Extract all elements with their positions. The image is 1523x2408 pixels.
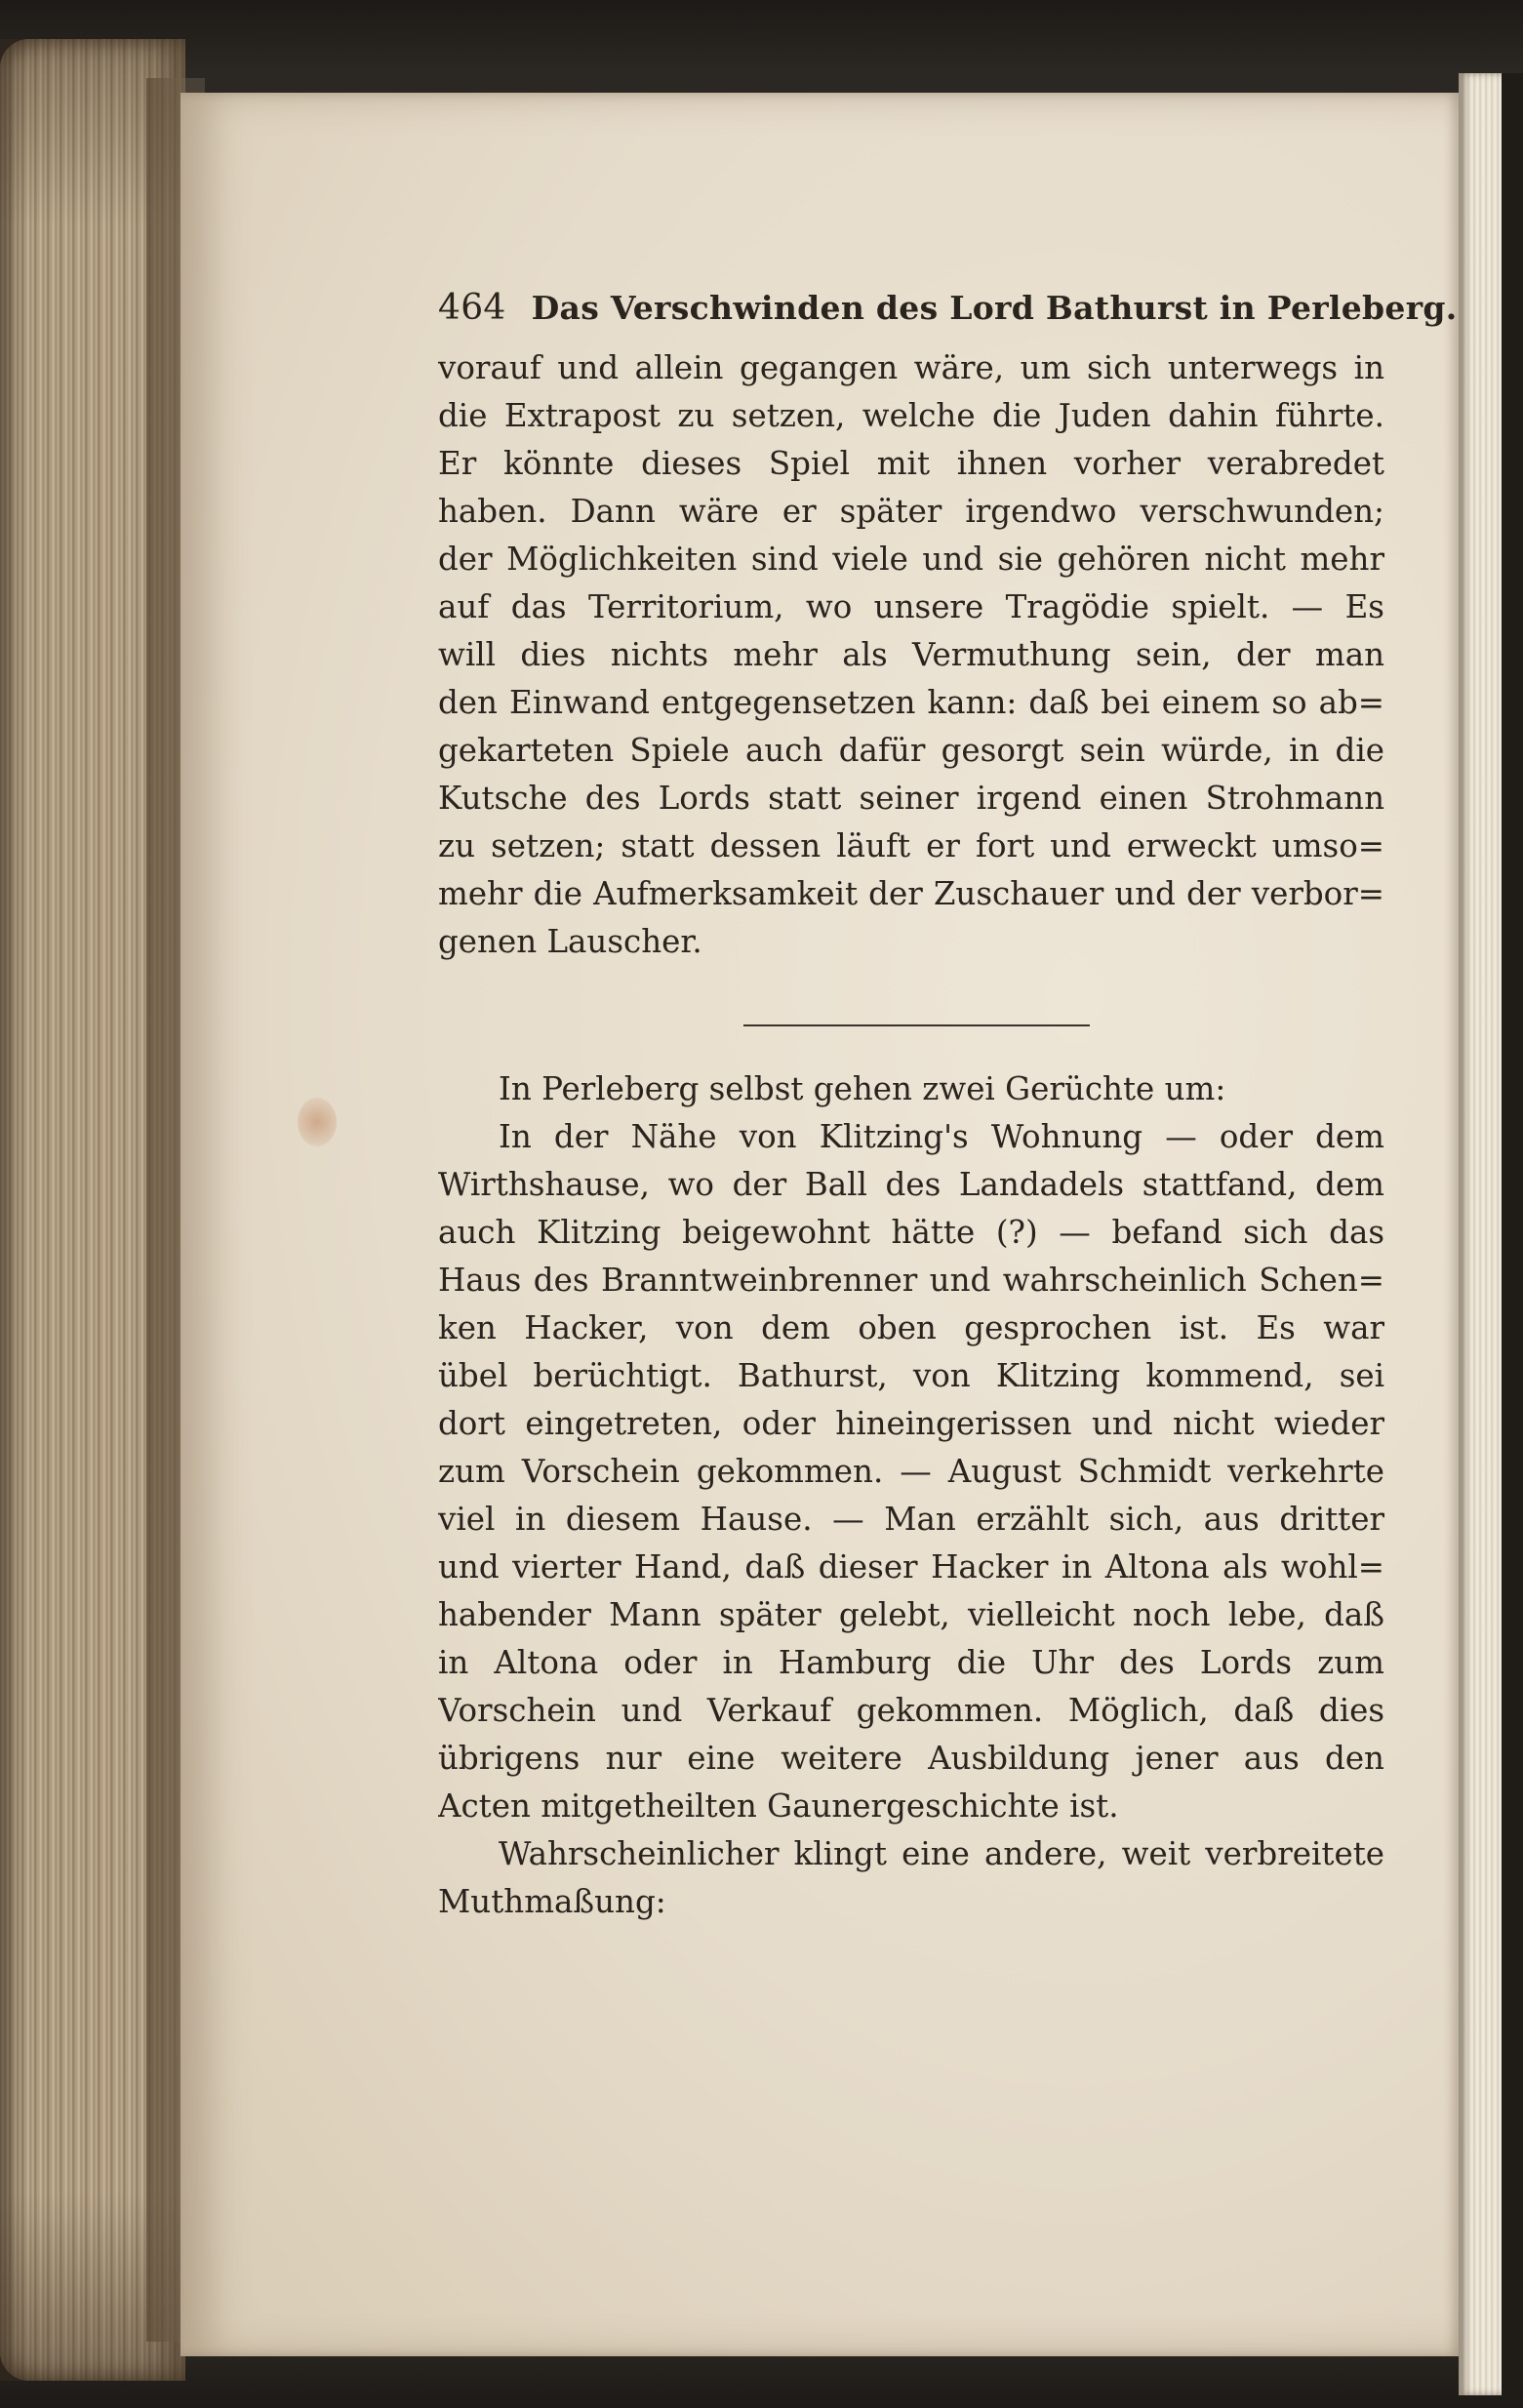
text-line: in Altona oder in Hamburg die Uhr des Lords zum bbox=[438, 1644, 1384, 1681]
text-line: gekarteten Spiele auch dafür gesorgt sein würde, in die bbox=[438, 732, 1384, 769]
text-line: zu setzen; statt dessen läuft er fort und erweckt umso= bbox=[438, 827, 1384, 864]
text-line: In der Nähe von Klitzing's Wohnung — oder dem bbox=[499, 1118, 1384, 1155]
text-line: Vorschein und Verkauf gekommen. Möglich, daß dies bbox=[438, 1692, 1384, 1729]
text-line: habender Mann später gelebt, vielleicht noch lebe, daß bbox=[438, 1596, 1384, 1633]
text-line: Acten mitgetheilten Gaunergeschichte ist. bbox=[438, 1787, 1119, 1825]
text-line: dort eingetreten, oder hineingerissen und nicht wieder bbox=[438, 1405, 1384, 1442]
paragraph-1 bbox=[438, 344, 1384, 966]
text-line: ken Hacker, von dem oben gesprochen ist. Es war bbox=[438, 1309, 1384, 1346]
right-page-edges bbox=[1459, 73, 1523, 2395]
text-line: viel in diesem Hause. — Man erzählt sich, aus dritter bbox=[438, 1501, 1384, 1538]
running-head bbox=[438, 288, 1458, 344]
book-cover-edge bbox=[1502, 73, 1523, 2395]
text-line: Haus des Branntweinbrenner und wahrscheinlich Schen= bbox=[438, 1262, 1384, 1299]
text-line: will dies nichts mehr als Vermuthung sein, der man bbox=[438, 636, 1384, 673]
text-line: Wirthshause, wo der Ball des Landadels stattfand, dem bbox=[438, 1166, 1384, 1203]
text-line: Kutsche des Lords statt seiner irgend einen Strohmann bbox=[438, 780, 1384, 817]
paragraph-4 bbox=[438, 1830, 1384, 1926]
text-block bbox=[438, 288, 1458, 1926]
text-line: Wahrscheinlicher klingt eine andere, weit verbreitete bbox=[499, 1835, 1384, 1872]
text-line: vorauf und allein gegangen wäre, um sich unterwegs in bbox=[438, 349, 1384, 386]
text-line: und vierter Hand, daß dieser Hacker in Altona als wohl= bbox=[438, 1548, 1384, 1585]
text-line: mehr die Aufmerksamkeit der Zuschauer und der verbor= bbox=[438, 875, 1384, 912]
text-line: übel berüchtigt. Bathurst, von Klitzing kommend, sei bbox=[438, 1357, 1384, 1394]
text-line: genen Lauscher. bbox=[438, 923, 702, 960]
text-line: der Möglichkeiten sind viele und sie gehören nicht mehr bbox=[438, 541, 1384, 578]
running-title: Das Verschwinden des Lord Bathurst in Perleberg. bbox=[531, 289, 1458, 327]
text-line: die Extrapost zu setzen, welche die Juden dahin führte. bbox=[438, 397, 1384, 434]
text-line: auch Klitzing beigewohnt hätte (?) — befand sich das bbox=[438, 1214, 1384, 1251]
paper-stain bbox=[298, 1098, 337, 1146]
text-line: Er könnte dieses Spiel mit ihnen vorher verabredet bbox=[438, 445, 1384, 482]
text-line: Muthmaßung: bbox=[438, 1883, 666, 1920]
text-line: den Einwand entgegensetzen kann: daß bei einem so ab= bbox=[438, 684, 1384, 721]
text-line: zum Vorschein gekommen. — August Schmidt verkehrte bbox=[438, 1453, 1384, 1490]
text-line: übrigens nur eine weitere Ausbildung jener aus den bbox=[438, 1740, 1384, 1777]
paragraph-2 bbox=[438, 1065, 1384, 1113]
paragraph-3 bbox=[438, 1113, 1384, 1830]
section-gap bbox=[438, 1026, 1384, 1065]
text-line: auf das Territorium, wo unsere Tragödie spielt. — Es bbox=[438, 588, 1384, 625]
text-line: haben. Dann wäre er später irgendwo verschwunden; bbox=[438, 493, 1384, 530]
page-number: 464 bbox=[438, 288, 506, 328]
text-line: In Perleberg selbst gehen zwei Gerüchte um: bbox=[499, 1070, 1226, 1107]
